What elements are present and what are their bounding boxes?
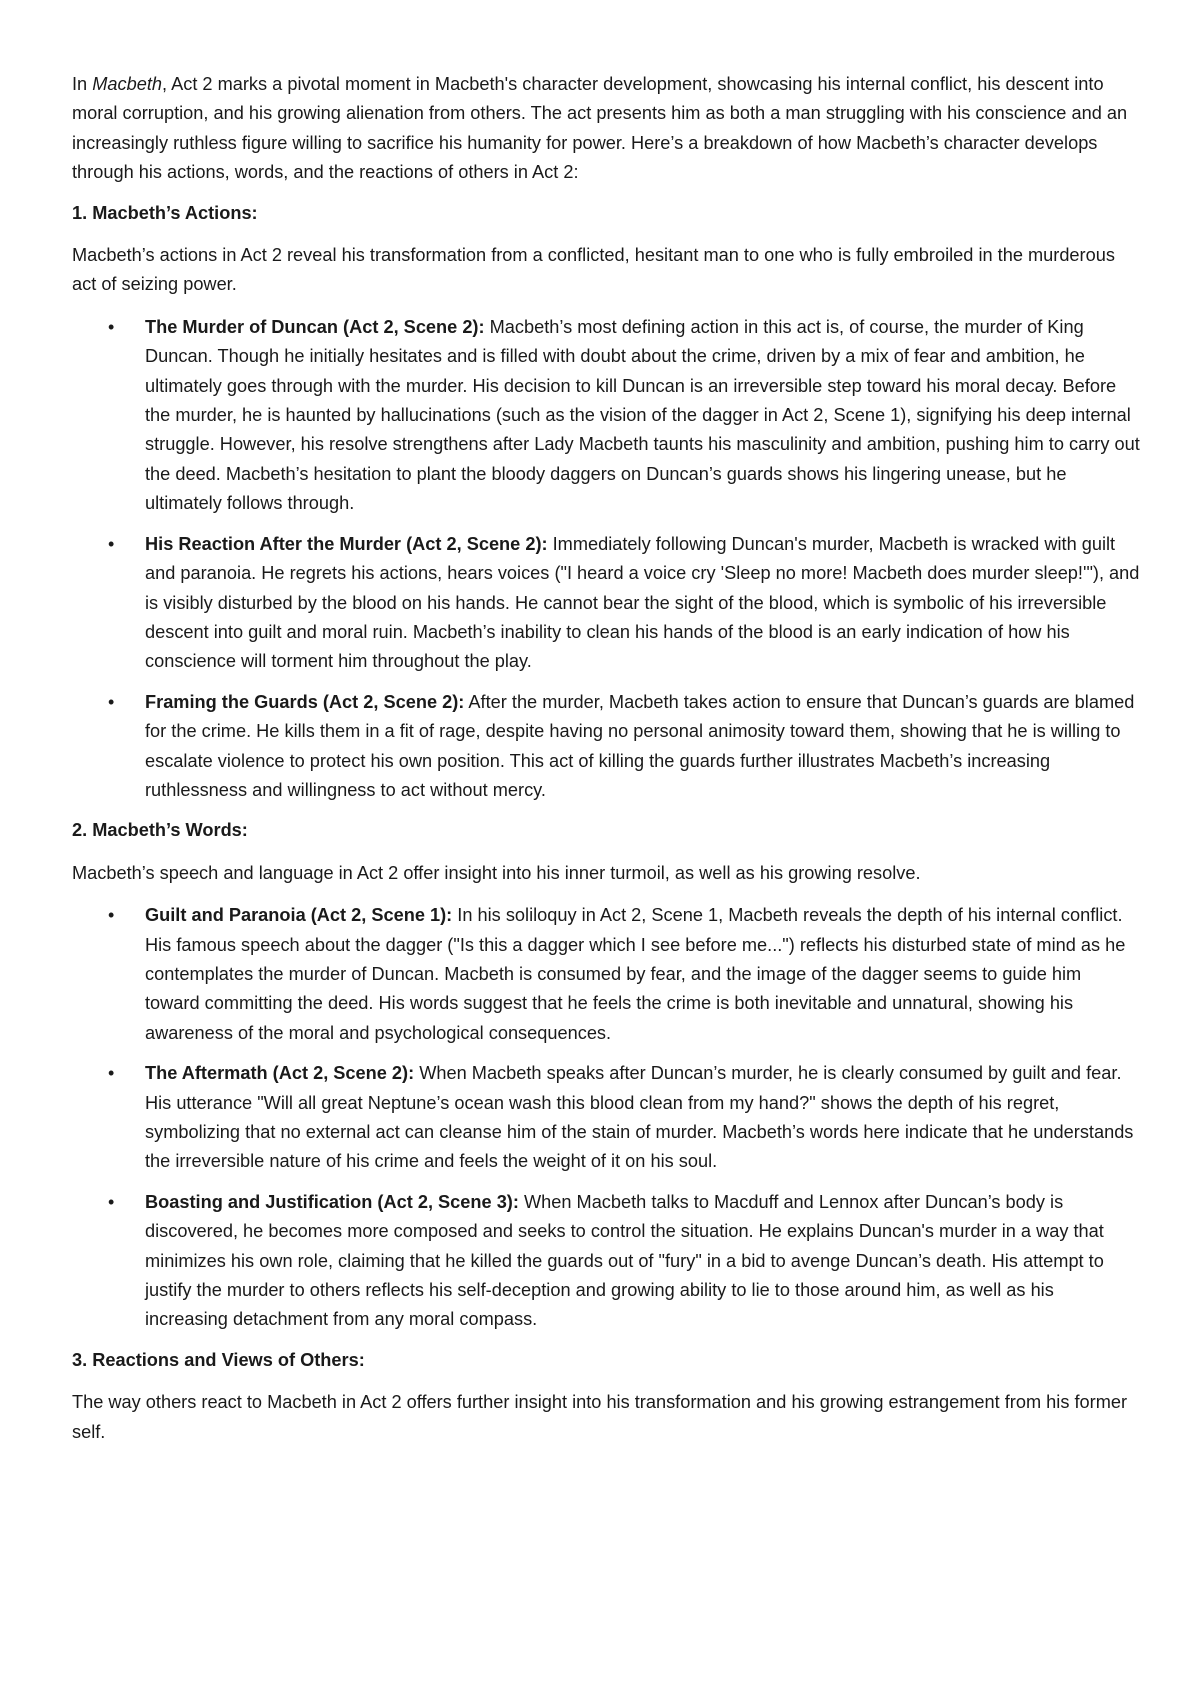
bullet-list-actions xyxy=(72,313,1140,806)
item-label: His Reaction After the Murder (Act 2, Scene 2): xyxy=(145,533,548,554)
item-text: After the murder, Macbeth takes action to ensure that Duncan’s guards are blamed for the crime. He kills them in a fit of rage, despite having no personal animosity toward them, showing that he is willing to escalate violence to protect his own position. This act of killing the guards further illustrates Macbeth’s increasing ruthlessness and willingness to act without mercy. xyxy=(145,691,1135,800)
item-text: Macbeth’s most defining action in this act is, of course, the murder of King Duncan. Though he initially hesitates and is filled with doubt about the crime, driven by a mix of fear and ambition, he ultimately goes through with the murder. His decision to kill Duncan is an irreversible step toward his moral decay. Before the murder, he is haunted by hallucinations (such as the vision of the dagger in Act 2, Scene 1), signifying his deep internal struggle. However, his resolve strengthens after Lady Macbeth taunts his masculinity and ambition, pushing him to carry out the deed. Macbeth’s hesitation to plant the bloody daggers on Duncan’s guards shows his lingering unease, but he ultimately follows through. xyxy=(145,316,1140,514)
list-item xyxy=(108,901,1140,1048)
intro-text: , Act 2 marks a pivotal moment in Macbeth's character development, showcasing his internal conflict, his descent into moral corruption, and his growing alienation from others. The act presents him as both a man struggling with his conscience and an increasingly ruthless figure willing to sacrifice his humanity for power. Here’s a breakdown of how Macbeth’s character develops through his actions, words, and the reactions of others in Act 2: xyxy=(72,74,1128,183)
item-text: Immediately following Duncan's murder, Macbeth is wracked with guilt and paranoia. He regrets his actions, hears voices ("I heard a voice cry 'Sleep no more! Macbeth does murder sleep!'"), and is visibly disturbed by the blood on his hands. He cannot bear the sight of the blood, which is symbolic of his irreversible descent into guilt and moral ruin. Macbeth’s inability to clean his hands of the blood is an early indication of how his conscience will torment him throughout the play. xyxy=(145,533,1140,672)
section-intro-actions: Macbeth’s actions in Act 2 reveal his transformation from a conflicted, hesitant man to one who is fully embroiled in the murderous act of seizing power. xyxy=(72,245,1115,295)
list-item xyxy=(108,688,1140,806)
intro-prefix: In xyxy=(72,74,93,94)
section-heading-words: 2. Macbeth’s Words: xyxy=(72,820,248,841)
intro-paragraph xyxy=(72,70,1140,188)
item-text: When Macbeth speaks after Duncan’s murder, he is clearly consumed by guilt and fear. His utterance "Will all great Neptune’s ocean wash this blood clean from my hand?" shows the depth of his regret, symbolizing that no external act can cleanse him of the stain of murder. Macbeth’s words here indicate that he understands the irreversible nature of his crime and feels the weight of it on his soul. xyxy=(145,1063,1134,1172)
list-item xyxy=(108,530,1140,677)
item-label: The Murder of Duncan (Act 2, Scene 2): xyxy=(145,316,485,337)
item-text: In his soliloquy in Act 2, Scene 1, Macbeth reveals the depth of his internal conflict. His famous speech about the dagger ("Is this a dagger which I see before me...") reflects his disturbed state of mind as he contemplates the murder of Duncan. Macbeth is consumed by fear, and the image of the dagger seems to guide him toward committing the deed. His words suggest that he feels the crime is both inevitable and unnatural, showing his awareness of the moral and psychological consequences. xyxy=(145,905,1126,1043)
item-label: Boasting and Justification (Act 2, Scene 3): xyxy=(145,1191,519,1212)
list-item xyxy=(108,1188,1140,1335)
bullet-icon: • xyxy=(108,316,115,337)
item-label: The Aftermath (Act 2, Scene 2): xyxy=(145,1063,415,1084)
bullet-icon: • xyxy=(108,1191,115,1212)
bullet-icon: • xyxy=(108,691,115,712)
list-item xyxy=(108,313,1140,519)
section-intro-reactions: The way others react to Macbeth in Act 2 offers further insight into his transformation and his growing estrangement from his former self. xyxy=(72,1392,1128,1442)
section-intro-words: Macbeth’s speech and language in Act 2 offer insight into his inner turmoil, as well as his growing resolve. xyxy=(72,862,921,883)
item-text: When Macbeth talks to Macduff and Lennox after Duncan’s body is discovered, he becomes more composed and seeks to control the situation. He explains Duncan's murder in a way that minimizes his own role, claiming that he killed the guards out of "fury" in a bid to avenge Duncan’s death. His attempt to justify the murder to others reflects his self-deception and growing ability to lie to those around him, as well as his increasing detachment from any moral compass. xyxy=(145,1191,1104,1330)
bullet-list-words xyxy=(72,901,1140,1335)
bullet-icon: • xyxy=(108,533,115,554)
item-label: Framing the Guards (Act 2, Scene 2): xyxy=(145,691,465,712)
bullet-icon: • xyxy=(108,905,115,926)
intro-title-italic: Macbeth xyxy=(92,74,162,94)
section-heading-reactions: 3. Reactions and Views of Others: xyxy=(72,1349,365,1370)
list-item xyxy=(108,1059,1140,1177)
section-heading-actions: 1. Macbeth’s Actions: xyxy=(72,202,258,223)
bullet-icon: • xyxy=(108,1063,115,1084)
item-label: Guilt and Paranoia (Act 2, Scene 1): xyxy=(145,905,453,926)
